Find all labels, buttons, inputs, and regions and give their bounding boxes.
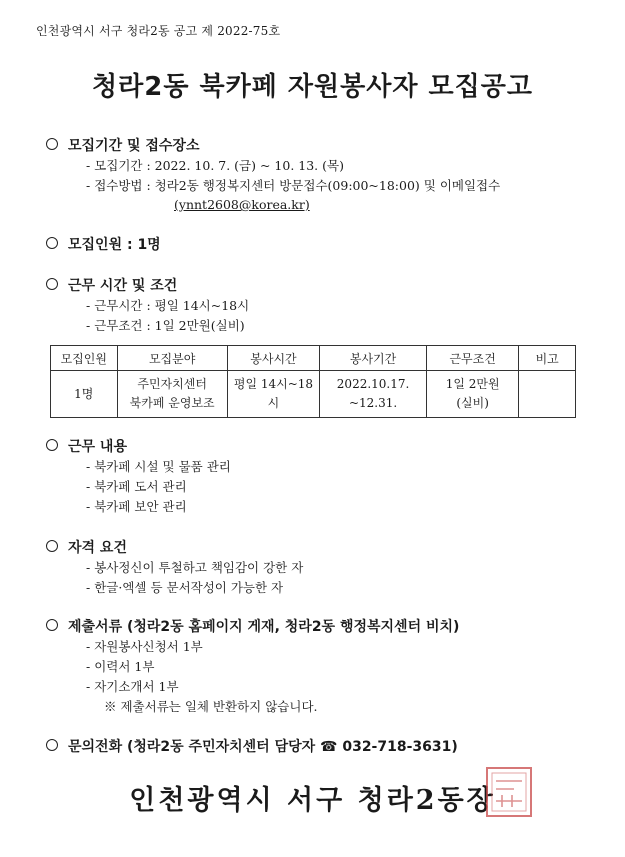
contact-phone: 문의전화 (청라2동 주민자치센터 담당자 ☎ 032-718-3631) bbox=[68, 739, 458, 755]
section-qualifications bbox=[46, 538, 303, 598]
documents-note: ※ 제출서류는 일체 반환하지 않습니다. bbox=[104, 699, 318, 714]
table-header: 모집인원 bbox=[51, 346, 118, 371]
list-item: - 봉사정신이 투철하고 책임감이 강한 자 bbox=[86, 560, 304, 575]
section-heading: 모집기간 및 접수장소 bbox=[68, 138, 200, 154]
bullet-circle-icon bbox=[46, 138, 58, 150]
section-heading: 근무 내용 bbox=[68, 439, 127, 455]
cell-field: 주민자치센터 북카페 운영보조 bbox=[117, 371, 227, 418]
notice-number: 인천광역시 서구 청라2동 공고 제 2022-75호 bbox=[36, 24, 281, 38]
cell-pay: 1일 2만원 (실비) bbox=[426, 371, 518, 418]
table-header: 근무조건 bbox=[426, 346, 518, 371]
page-title: 청라2동 북카페 자원봉사자 모집공고 bbox=[92, 72, 533, 102]
email-address: (ynnt2608@korea.kr) bbox=[174, 197, 310, 212]
cell-hours: 평일 14시~18시 bbox=[227, 371, 319, 418]
list-item: - 북카페 시설 및 물품 관리 bbox=[86, 459, 231, 474]
table-header: 봉사기간 bbox=[320, 346, 427, 371]
apply-method: - 접수방법 : 청라2동 행정복지센터 방문접수(09:00~18:00) 및 이메일접수 bbox=[86, 178, 501, 193]
bullet-circle-icon bbox=[46, 540, 58, 552]
table-header: 봉사시간 bbox=[227, 346, 319, 371]
section-heading: 모집인원 : 1명 bbox=[68, 237, 161, 253]
section-conditions bbox=[46, 276, 249, 336]
bullet-circle-icon bbox=[46, 237, 58, 249]
cell-remarks bbox=[519, 371, 576, 418]
work-pay: - 근무조건 : 1일 2만원(실비) bbox=[86, 318, 245, 333]
section-duties bbox=[46, 437, 231, 517]
issuer-signature: 인천광역시 서구 청라2동장 bbox=[129, 785, 496, 816]
work-table bbox=[50, 345, 576, 418]
cell-period: 2022.10.17. ~12.31. bbox=[320, 371, 427, 418]
bullet-circle-icon bbox=[46, 278, 58, 290]
official-seal-icon bbox=[484, 765, 534, 819]
list-item: - 이력서 1부 bbox=[86, 659, 155, 674]
section-heading: 자격 요건 bbox=[68, 540, 127, 556]
recruit-period: - 모집기간 : 2022. 10. 7. (금) ~ 10. 13. (목) bbox=[86, 158, 344, 173]
section-period bbox=[46, 136, 500, 214]
table-row bbox=[51, 371, 576, 418]
list-item: - 자원봉사신청서 1부 bbox=[86, 639, 203, 654]
bullet-circle-icon bbox=[46, 619, 58, 631]
list-item: - 북카페 도서 관리 bbox=[86, 479, 187, 494]
table-header: 모집분야 bbox=[117, 346, 227, 371]
list-item: - 자기소개서 1부 bbox=[86, 679, 179, 694]
list-item: - 한글·엑셀 등 문서작성이 가능한 자 bbox=[86, 580, 284, 595]
table-header: 비고 bbox=[519, 346, 576, 371]
list-item: - 북카페 보안 관리 bbox=[86, 499, 187, 514]
section-documents bbox=[46, 617, 459, 717]
section-heading: 근무 시간 및 조건 bbox=[68, 278, 178, 294]
work-hours: - 근무시간 : 평일 14시~18시 bbox=[86, 298, 250, 313]
bullet-circle-icon bbox=[46, 439, 58, 451]
section-contact bbox=[46, 736, 458, 756]
table-header-row bbox=[51, 346, 576, 371]
cell-headcount: 1명 bbox=[51, 371, 118, 418]
bullet-circle-icon bbox=[46, 739, 58, 751]
section-heading: 제출서류 (청라2동 홈페이지 게재, 청라2동 행정복지센터 비치) bbox=[68, 619, 460, 635]
section-headcount bbox=[46, 234, 161, 254]
